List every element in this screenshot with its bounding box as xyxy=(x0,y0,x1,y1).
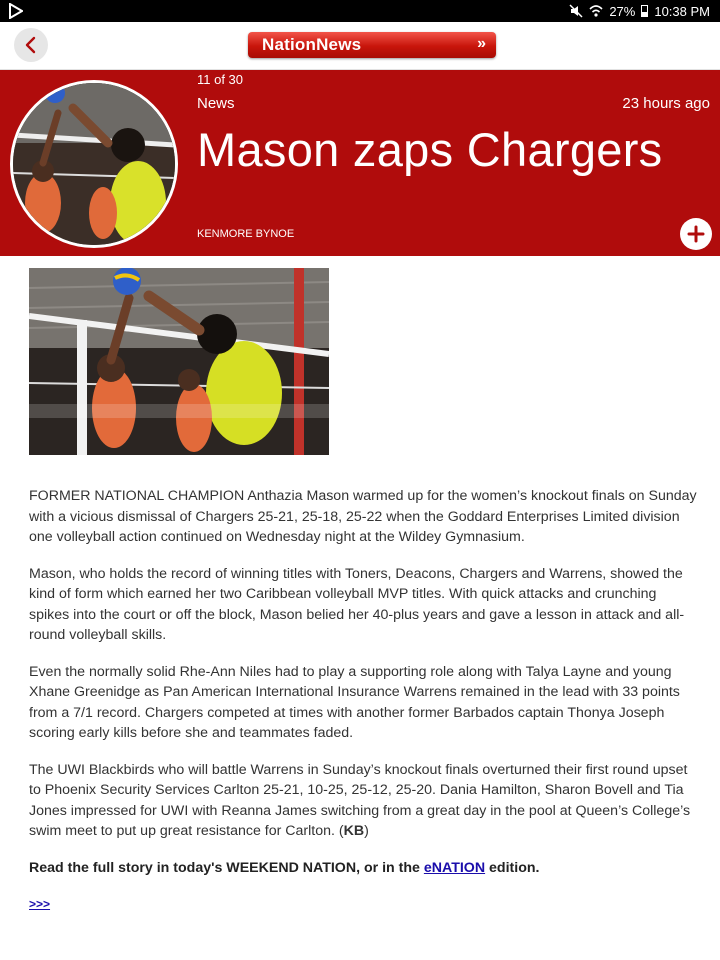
battery-icon xyxy=(641,5,648,17)
article-thumbnail xyxy=(10,80,178,248)
author-byline: KENMORE BYNOE xyxy=(197,228,295,240)
closing-paren: ) xyxy=(364,823,369,839)
expand-button[interactable] xyxy=(680,218,712,250)
enation-link[interactable]: eNATION xyxy=(423,859,486,876)
plus-icon xyxy=(687,225,705,243)
article-paragraph xyxy=(29,760,699,842)
time-ago: 23 hours ago xyxy=(622,95,710,112)
read-more-suffix: edition. xyxy=(485,859,540,876)
volleyball-photo-image xyxy=(29,268,329,455)
read-more-prefix: Read the full story in today's WEEKEND NATION, or in the xyxy=(29,859,424,876)
logo-text: NationNews xyxy=(262,35,362,54)
article-counter: 11 of 30 xyxy=(197,72,244,87)
mute-icon xyxy=(569,4,583,18)
back-button[interactable] xyxy=(14,28,48,62)
read-more-line xyxy=(29,858,699,879)
page-title: Mason zaps Chargers xyxy=(197,123,663,176)
article-paragraph: Mason, who holds the record of winning titles with Toners, Deacons, Chargers and Warrens, showed the kind of form which earned her two Caribbean volleyball MVP titles. With quick attacks and crunching spikes into the court or off the block, Mason belied her 40-plus years and gave a lesson in attack and all-round volleyball skills. xyxy=(29,565,685,643)
battery-percent: 27% xyxy=(609,3,636,19)
status-bar xyxy=(0,0,720,22)
section-label: News xyxy=(197,95,235,112)
author-initials: KB xyxy=(343,823,365,839)
more-link[interactable]: >>> xyxy=(29,897,51,911)
article-paragraph-text: The UWI Blackbirds who will battle Warrens in Sunday’s knockout finals overturned their first round upset to Phoenix Security Services Carlton 25-21, 10-25, 25-12, 25-20. Dania Hamilton, Sharon Bovell and Tia Jones impressed for UWI with Reanna James switching from a great day in the pool at Queen’s College’s swim meet to put up great resistance for Carlton. ( xyxy=(29,761,691,839)
article-body xyxy=(29,486,699,931)
chevron-left-icon xyxy=(24,36,38,54)
nation-news-logo-button[interactable] xyxy=(248,32,496,58)
article-photo[interactable] xyxy=(29,268,329,455)
app-bar xyxy=(0,22,720,70)
play-store-notification-icon xyxy=(9,3,23,19)
article-header xyxy=(0,70,720,256)
article-paragraph: Even the normally solid Rhe-Ann Niles had to play a supporting role along with Talya Layne and young Xhane Greenidge as Pan American International Insurance Warrens remained in the lead with 33 points from a 7/1 record. Chargers competed at times with another former Barbados captain Thonya Joseph scoring early kills before she and teammates faded. xyxy=(29,663,680,741)
double-chevron-right-icon: » xyxy=(477,35,486,52)
article-paragraph: FORMER NATIONAL CHAMPION Anthazia Mason warmed up for the women’s knockout finals on Sunday with a vicious dismissal of Chargers 25-21, 25-18, 25-22 when the Goddard Enterprises Limited division one volleyball action continued on Wednesday night at the Wildey Gymnasium. xyxy=(29,488,697,545)
clock: 10:38 PM xyxy=(654,3,710,19)
volleyball-thumbnail-image xyxy=(13,83,175,245)
wifi-icon xyxy=(589,4,603,18)
